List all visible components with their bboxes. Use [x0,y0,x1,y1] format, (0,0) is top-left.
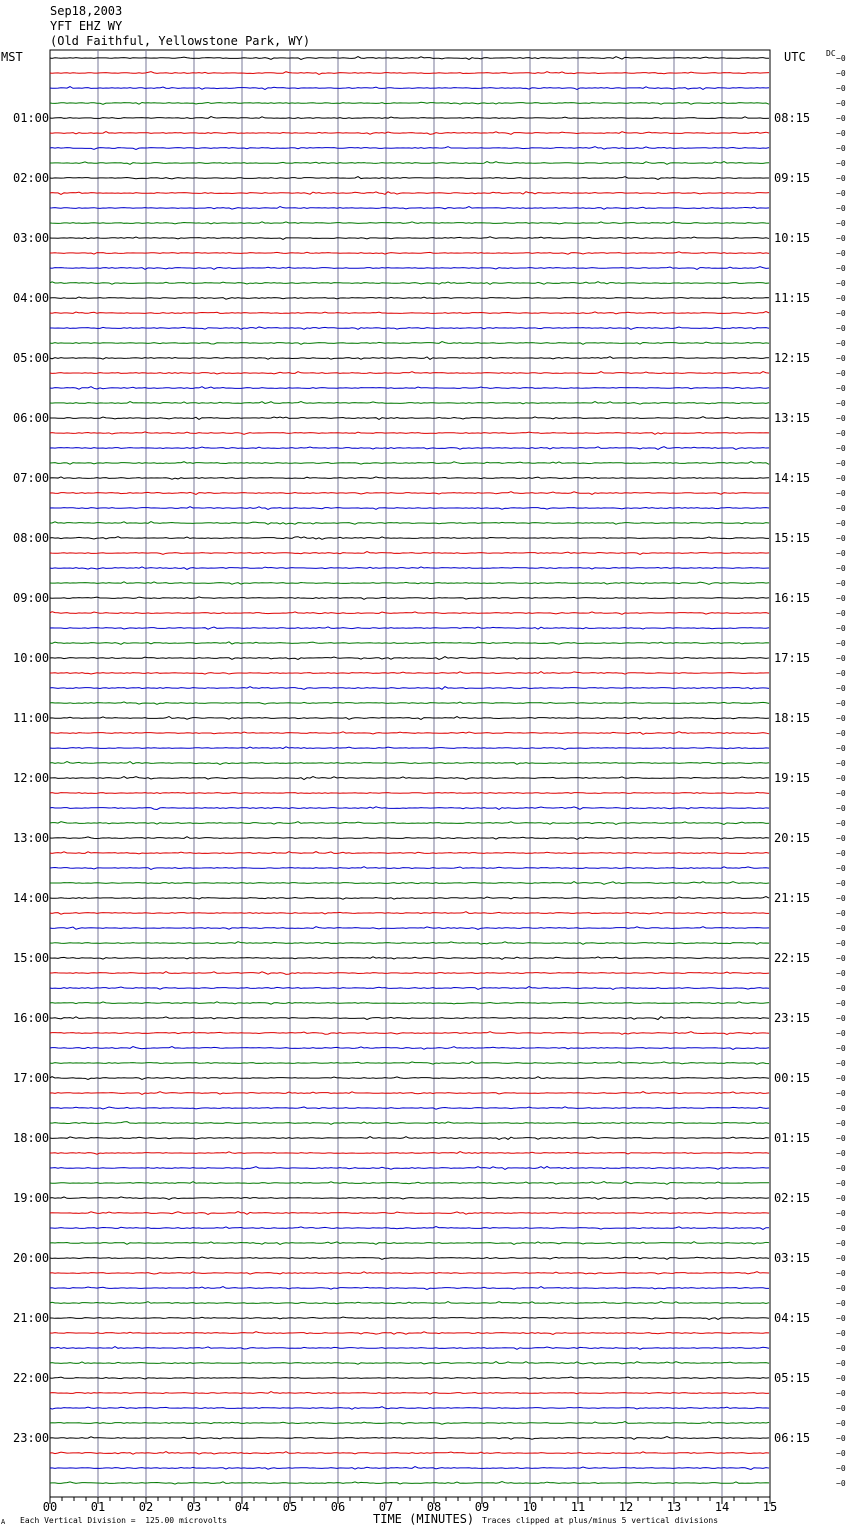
x-tick-label: 15 [762,1500,778,1514]
dc-offset-label: −0 [836,894,846,903]
scale-note: Each Vertical Division = 125.00 microvolts [20,1516,228,1525]
hour-label-left: 03:00 [13,231,50,245]
trace-line [50,777,769,780]
trace-line [50,192,769,195]
dc-offset-label: −0 [836,144,846,153]
dc-offset-label: −0 [836,519,846,528]
dc-offset-label: −0 [836,1254,846,1263]
trace-line [50,912,769,915]
dc-offset-label: −0 [836,1479,846,1488]
dc-offset-label: −0 [836,489,846,498]
hour-label-left: 23:00 [13,1431,50,1445]
dc-offset-label: −0 [836,714,846,723]
hour-label-left: 13:00 [13,831,50,845]
trace-line [50,927,769,930]
dc-offset-label: −0 [836,459,846,468]
trace-line [50,882,769,885]
dc-offset-label: −0 [836,1269,846,1278]
dc-offset-label: −0 [836,624,846,633]
dc-offset-label: −0 [836,879,846,888]
dc-offset-label: −0 [836,234,846,243]
dc-offset-label: −0 [836,774,846,783]
trace-line [50,1092,769,1095]
x-tick-label: 06 [330,1500,346,1514]
dc-offset-label: −0 [836,1464,846,1473]
hour-label-left: 15:00 [13,951,50,965]
trace-line [50,582,769,585]
dc-offset-label: −0 [836,339,846,348]
trace-line [50,447,769,450]
dc-offset-label: −0 [836,189,846,198]
dc-offset-label: −0 [836,159,846,168]
dc-offset-label: −0 [836,1029,846,1038]
dc-offset-label: −0 [836,1389,846,1398]
hour-label-right: 19:15 [774,771,811,785]
hour-label-left: 20:00 [13,1251,50,1265]
hour-label-left: 14:00 [13,891,50,905]
dc-offset-label: −0 [836,84,846,93]
trace-line [50,1227,769,1230]
dc-offset-label: −0 [836,204,846,213]
x-tick-label: 09 [474,1500,490,1514]
trace-line [50,1287,769,1290]
hour-label-right: 02:15 [774,1191,811,1205]
dc-offset-label: −0 [836,969,846,978]
hour-label-right: 08:15 [774,111,811,125]
trace-line [50,1392,769,1394]
trace-line [50,477,769,479]
trace-line [50,702,769,704]
dc-offset-label: −0 [836,579,846,588]
dc-offset-label: −0 [836,924,846,933]
trace-line [50,522,769,525]
hour-label-left: 05:00 [13,351,50,365]
hour-label-left: 08:00 [13,531,50,545]
dc-offset-label: −0 [836,804,846,813]
trace-line [50,417,769,420]
clip-note: Traces clipped at plus/minus 5 vertical divisions [482,1516,719,1525]
trace-line [50,567,769,569]
dc-offset-label: −0 [836,1119,846,1128]
trace-line [50,807,769,810]
footer-mark: A [1,1518,6,1526]
trace-line [50,1467,769,1470]
hour-label-right: 13:15 [774,411,811,425]
hour-label-right: 16:15 [774,591,811,605]
hour-label-left: 02:00 [13,171,50,185]
x-tick-label: 01 [90,1500,106,1514]
dc-offset-label: −0 [836,564,846,573]
hour-label-left: 22:00 [13,1371,50,1385]
trace-line [50,1452,769,1455]
dc-offset-label: −0 [836,99,846,108]
dc-offset-label: −0 [836,639,846,648]
hour-label-right: 10:15 [774,231,811,245]
trace-line [50,1077,769,1080]
trace-line [50,282,769,285]
x-tick-label: 04 [234,1500,250,1514]
trace-line [50,1182,769,1185]
trace-line [50,957,769,960]
trace-line [50,627,769,629]
trace-line [50,1332,769,1335]
trace-line [50,492,769,495]
trace-line [50,642,769,644]
dc-offset-label: −0 [836,1224,846,1233]
trace-line [50,1212,769,1215]
trace-line [50,357,769,360]
dc-offset-label: −0 [836,609,846,618]
trace-line [50,207,769,210]
trace-line [50,1017,769,1020]
left-timezone-label: MST [1,50,23,64]
trace-line [50,657,769,660]
record-date: Sep18,2003 [50,4,123,18]
trace-line [50,387,769,390]
hour-label-right: 20:15 [774,831,811,845]
dc-offset-label: −0 [836,1089,846,1098]
dc-offset-label: −0 [836,669,846,678]
trace-line [50,1437,769,1440]
station-code: YFT EHZ WY [50,19,123,33]
hour-label-left: 18:00 [13,1131,50,1145]
dc-offset-label: −0 [836,1239,846,1248]
trace-line [50,972,769,975]
dc-offset-label: −0 [836,399,846,408]
dc-offset-label: −0 [836,1299,846,1308]
trace-line [50,267,769,270]
trace-line [50,1122,769,1125]
dc-offset-label: −0 [836,849,846,858]
dc-offset-label: −0 [836,1344,846,1353]
trace-line [50,792,769,793]
hour-label-right: 05:15 [774,1371,811,1385]
trace-line [50,342,769,345]
dc-offset-label: −0 [836,789,846,798]
trace-line [50,1302,769,1304]
hour-label-right: 12:15 [774,351,811,365]
trace-line [50,327,769,329]
hour-label-left: 04:00 [13,291,50,305]
x-tick-label: 10 [522,1500,538,1514]
hour-label-left: 11:00 [13,711,50,725]
trace-line [50,312,769,314]
trace-line [50,552,769,555]
trace-line [50,1422,769,1425]
trace-line [50,222,769,224]
x-tick-label: 02 [138,1500,154,1514]
hour-label-left: 09:00 [13,591,50,605]
trace-line [50,897,769,900]
hour-label-right: 09:15 [774,171,811,185]
trace-line [50,1242,769,1245]
station-location: (Old Faithful, Yellowstone Park, WY) [50,34,311,48]
trace-line [50,597,769,599]
x-tick-label: 07 [378,1500,394,1514]
trace-line [50,1107,769,1109]
dc-offset-label: −0 [836,114,846,123]
dc-offset-label: −0 [836,1104,846,1113]
right-timezone-label: UTC [784,50,806,64]
dc-offset-label: −0 [836,1329,846,1338]
dc-offset-label: −0 [836,279,846,288]
dc-offset-label: −0 [836,504,846,513]
hour-label-right: 22:15 [774,951,811,965]
trace-line [50,732,769,735]
trace-line [50,1137,769,1140]
dc-label: DC [826,49,836,58]
hour-label-left: 17:00 [13,1071,50,1085]
trace-line [50,1062,769,1065]
trace-line [50,1347,769,1350]
trace-line [50,432,769,434]
dc-offset-label: −0 [836,594,846,603]
dc-offset-label: −0 [836,54,846,63]
dc-offset-label: −0 [836,354,846,363]
dc-offset-label: −0 [836,909,846,918]
dc-offset-label: −0 [836,999,846,1008]
x-tick-label: 13 [666,1500,682,1514]
dc-offset-label: −0 [836,174,846,183]
dc-offset-label: −0 [836,1059,846,1068]
dc-offset-label: −0 [836,1044,846,1053]
dc-offset-label: −0 [836,1149,846,1158]
trace-line [50,942,769,945]
dc-offset-label: −0 [836,1374,846,1383]
hour-label-right: 01:15 [774,1131,811,1145]
trace-line [50,1272,769,1274]
trace-line [50,462,769,465]
dc-offset-label: −0 [836,219,846,228]
trace-line [50,717,769,720]
hour-label-right: 03:15 [774,1251,811,1265]
dc-offset-label: −0 [836,729,846,738]
trace-line [50,162,769,165]
trace-line [50,117,769,119]
trace-line [50,57,769,60]
trace-line [50,1317,769,1319]
hour-label-left: 21:00 [13,1311,50,1325]
dc-offset-label: −0 [836,294,846,303]
x-tick-label: 12 [618,1500,634,1514]
hour-label-right: 15:15 [774,531,811,545]
dc-offset-label: −0 [836,549,846,558]
dc-offset-label: −0 [836,534,846,543]
x-tick-label: 03 [186,1500,202,1514]
plot-frame [50,50,770,1497]
dc-offset-label: −0 [836,954,846,963]
dc-offset-label: −0 [836,864,846,873]
trace-line [50,852,769,854]
trace-line [50,1032,769,1035]
hour-label-right: 00:15 [774,1071,811,1085]
dc-offset-label: −0 [836,1209,846,1218]
trace-line [50,1152,769,1155]
dc-offset-label: −0 [836,309,846,318]
dc-offset-label: −0 [836,1419,846,1428]
hour-label-right: 04:15 [774,1311,811,1325]
dc-offset-label: −0 [836,324,846,333]
dc-offset-label: −0 [836,1404,846,1413]
trace-line [50,1197,769,1200]
hour-label-right: 17:15 [774,651,811,665]
trace-line [50,822,769,825]
hour-label-right: 18:15 [774,711,811,725]
dc-offset-label: −0 [836,1359,846,1368]
dc-offset-label: −0 [836,1074,846,1083]
hour-label-right: 14:15 [774,471,811,485]
dc-offset-label: −0 [836,69,846,78]
trace-line [50,1362,769,1365]
trace-line [50,867,769,870]
trace-line [50,987,769,990]
trace-line [50,747,769,750]
dc-offset-label: −0 [836,264,846,273]
trace-line [50,1482,769,1485]
hour-label-left: 01:00 [13,111,50,125]
x-tick-label: 14 [714,1500,730,1514]
trace-line [50,147,769,150]
x-tick-label: 08 [426,1500,442,1514]
dc-offset-label: −0 [836,249,846,258]
dc-offset-label: −0 [836,1449,846,1458]
hour-label-right: 23:15 [774,1011,811,1025]
dc-offset-label: −0 [836,1194,846,1203]
dc-offset-label: −0 [836,699,846,708]
dc-offset-label: −0 [836,684,846,693]
dc-offset-label: −0 [836,429,846,438]
hour-label-left: 16:00 [13,1011,50,1025]
dc-offset-label: −0 [836,384,846,393]
trace-line [50,672,769,675]
trace-line [50,687,769,690]
x-axis-label: TIME (MINUTES) [373,1512,475,1526]
dc-offset-label: −0 [836,984,846,993]
hour-label-left: 07:00 [13,471,50,485]
trace-line [50,612,769,615]
dc-offset-label: −0 [836,1434,846,1443]
trace-line [50,237,769,240]
dc-offset-label: −0 [836,819,846,828]
trace-line [50,72,769,75]
hour-label-left: 12:00 [13,771,50,785]
trace-line [50,252,769,254]
x-tick-label: 00 [42,1500,58,1514]
hour-label-right: 06:15 [774,1431,811,1445]
hour-label-left: 06:00 [13,411,50,425]
dc-offset-label: −0 [836,1134,846,1143]
trace-line [50,297,769,299]
dc-offset-label: −0 [836,834,846,843]
x-tick-label: 05 [282,1500,298,1514]
trace-line [50,177,769,180]
dc-offset-label: −0 [836,1164,846,1173]
dc-offset-label: −0 [836,369,846,378]
trace-line [50,1407,769,1410]
dc-offset-label: −0 [836,129,846,138]
trace-line [50,87,769,90]
hour-label-left: 10:00 [13,651,50,665]
dc-offset-label: −0 [836,759,846,768]
dc-offset-label: −0 [836,1284,846,1293]
trace-line [50,1257,769,1259]
trace-line [50,102,769,104]
x-tick-label: 11 [570,1500,586,1514]
trace-line [50,1002,769,1004]
dc-offset-label: −0 [836,1014,846,1023]
dc-offset-label: −0 [836,939,846,948]
dc-offset-label: −0 [836,414,846,423]
trace-line [50,537,769,540]
dc-offset-label: −0 [836,444,846,453]
trace-line [50,1047,769,1050]
trace-line [50,372,769,374]
trace-line [50,762,769,765]
trace-line [50,1377,769,1379]
hour-label-left: 19:00 [13,1191,50,1205]
trace-line [50,507,769,510]
trace-line [50,132,769,135]
trace-line [50,402,769,405]
trace-line [50,1167,769,1170]
dc-offset-label: −0 [836,654,846,663]
dc-offset-label: −0 [836,1314,846,1323]
dc-offset-label: −0 [836,1179,846,1188]
dc-offset-label: −0 [836,744,846,753]
hour-label-right: 21:15 [774,891,811,905]
dc-offset-label: −0 [836,474,846,483]
hour-label-right: 11:15 [774,291,811,305]
trace-line [50,837,769,840]
